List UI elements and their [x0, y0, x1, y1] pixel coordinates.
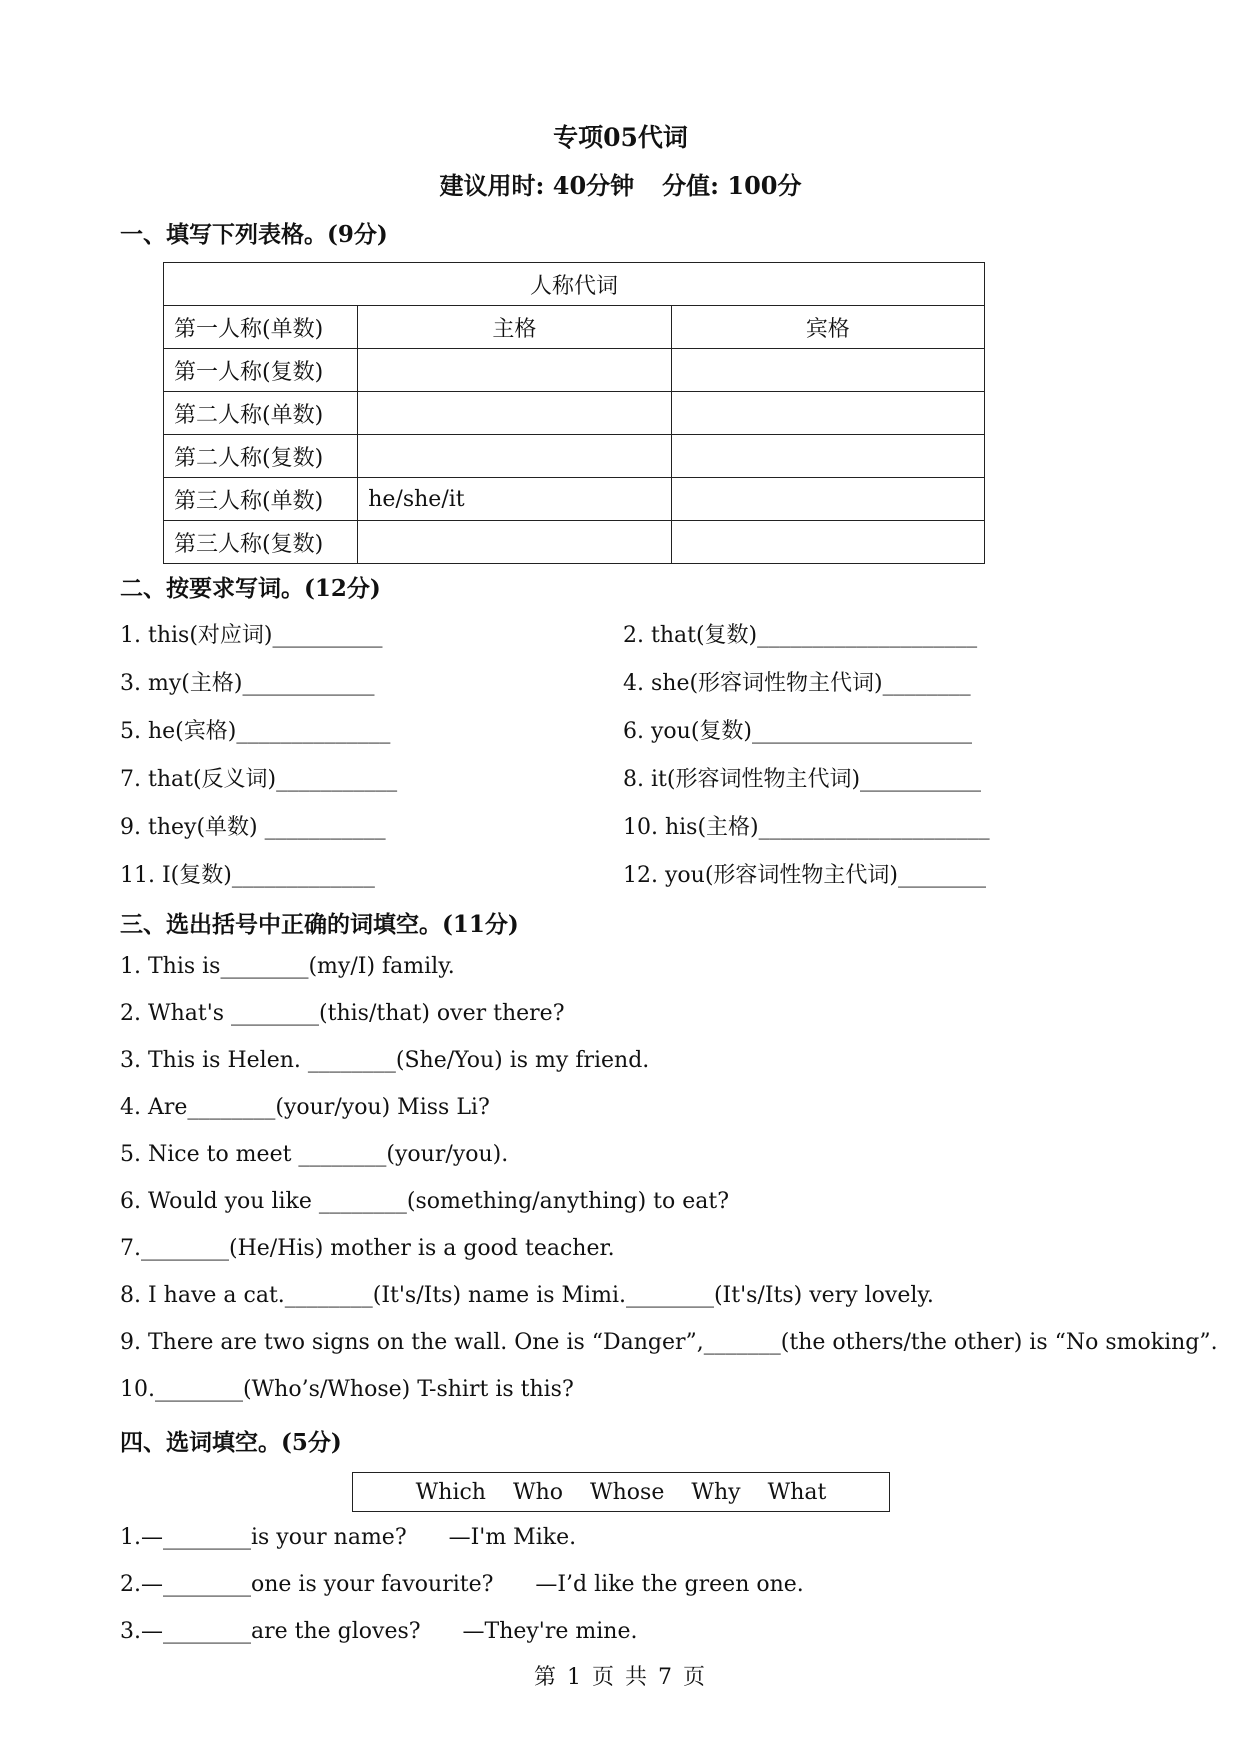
- page-title: 专项05代词: [553, 123, 688, 152]
- table-answer-cell[interactable]: [358, 392, 671, 435]
- table-cell: 第二人称(单数): [164, 392, 358, 435]
- table-answer-cell[interactable]: [671, 478, 984, 521]
- pronoun-table: [163, 262, 985, 564]
- fill-blank-item[interactable]: 1. This is________(my/I) family.: [120, 954, 455, 979]
- fill-blank-item[interactable]: 3. This is Helen. ________(She/You) is my friend.: [120, 1048, 650, 1073]
- word-bank-word: Whose: [590, 1480, 665, 1505]
- word-bank-word: Which: [415, 1480, 486, 1505]
- total-score: 分值: 100分: [662, 171, 802, 200]
- table-answer-cell[interactable]: [358, 349, 671, 392]
- section1-heading: 一、填写下列表格。(9分): [120, 221, 388, 248]
- word-item[interactable]: 2. that(复数)____________________: [623, 623, 978, 648]
- table-cell: 宾格: [671, 306, 984, 349]
- word-item[interactable]: 3. my(主格)____________: [120, 671, 375, 696]
- word-item[interactable]: 8. it(形容词性物主代词)___________: [623, 767, 982, 792]
- table-cell: 第三人称(单数): [164, 478, 358, 521]
- word-item[interactable]: 4. she(形容词性物主代词)________: [623, 671, 971, 696]
- word-bank-word: What: [767, 1480, 827, 1505]
- section2-heading: 二、按要求写词。(12分): [120, 575, 381, 602]
- table-cell: 第一人称(复数): [164, 349, 358, 392]
- fill-blank-item[interactable]: 8. I have a cat.________(It's/Its) name is Mimi.________(It's/Its) very lovely.: [120, 1283, 934, 1308]
- fill-blank-item[interactable]: 10.________(Who’s/Whose) T-shirt is this?: [120, 1377, 574, 1402]
- table-cell: 第三人称(复数): [164, 521, 358, 564]
- table-answer-cell[interactable]: [358, 435, 671, 478]
- fill-blank-item[interactable]: 7.________(He/His) mother is a good teacher.: [120, 1236, 615, 1261]
- table-answer-cell[interactable]: [671, 349, 984, 392]
- table-row: [164, 306, 985, 349]
- word-item[interactable]: 9. they(单数) ___________: [120, 815, 386, 840]
- table-answer-cell[interactable]: [358, 521, 671, 564]
- word-item[interactable]: 7. that(反义词)___________: [120, 767, 398, 792]
- fill-blank-item[interactable]: 9. There are two signs on the wall. One is “Danger”,_______(the others/the other) is “No smoking”.: [120, 1330, 1218, 1355]
- word-item[interactable]: 12. you(形容词性物主代词)________: [623, 863, 986, 888]
- word-item[interactable]: 10. his(主格)_____________________: [623, 815, 990, 840]
- page-number-footer: 第 1 页 共 7 页: [534, 1665, 707, 1690]
- word-bank-word: Why: [691, 1480, 741, 1505]
- table-answer-cell[interactable]: [671, 435, 984, 478]
- fill-blank-item[interactable]: 5. Nice to meet ________(your/you).: [120, 1142, 509, 1167]
- word-item[interactable]: 5. he(宾格)______________: [120, 719, 391, 744]
- table-answer-cell[interactable]: [671, 392, 984, 435]
- table-cell: 第二人称(复数): [164, 435, 358, 478]
- fill-blank-item[interactable]: 4. Are________(your/you) Miss Li?: [120, 1095, 490, 1120]
- table-cell: he/she/it: [358, 478, 671, 521]
- fill-blank-item[interactable]: 2. What's ________(this/that) over there?: [120, 1001, 565, 1026]
- page-subtitle: [0, 166, 1241, 201]
- word-bank-box: [352, 1472, 890, 1512]
- table-cell: 主格: [358, 306, 671, 349]
- table-row: [164, 392, 985, 435]
- table-row: [164, 349, 985, 392]
- table-caption-row: [164, 263, 985, 306]
- table-row: [164, 521, 985, 564]
- section3-heading: 三、选出括号中正确的词填空。(11分): [120, 911, 519, 938]
- dialogue-item[interactable]: 3.—________are the gloves? —They're mine.: [120, 1619, 638, 1644]
- word-item[interactable]: 6. you(复数)____________________: [623, 719, 972, 744]
- word-bank-word: Who: [512, 1480, 564, 1505]
- dialogue-item[interactable]: 1.—________is your name? —I'm Mike.: [120, 1525, 577, 1550]
- table-row: [164, 435, 985, 478]
- dialogue-item[interactable]: 2.—________one is your favourite? —I’d like the green one.: [120, 1572, 804, 1597]
- fill-blank-item[interactable]: 6. Would you like ________(something/anything) to eat?: [120, 1189, 730, 1214]
- table-cell: 第一人称(单数): [164, 306, 358, 349]
- word-item[interactable]: 11. I(复数)_____________: [120, 863, 375, 888]
- word-item[interactable]: 1. this(对应词)__________: [120, 623, 383, 648]
- table-answer-cell[interactable]: [671, 521, 984, 564]
- table-caption: 人称代词: [164, 263, 985, 306]
- section4-heading: 四、选词填空。(5分): [120, 1429, 342, 1456]
- time-limit: 建议用时: 40分钟: [439, 171, 635, 200]
- table-row: [164, 478, 985, 521]
